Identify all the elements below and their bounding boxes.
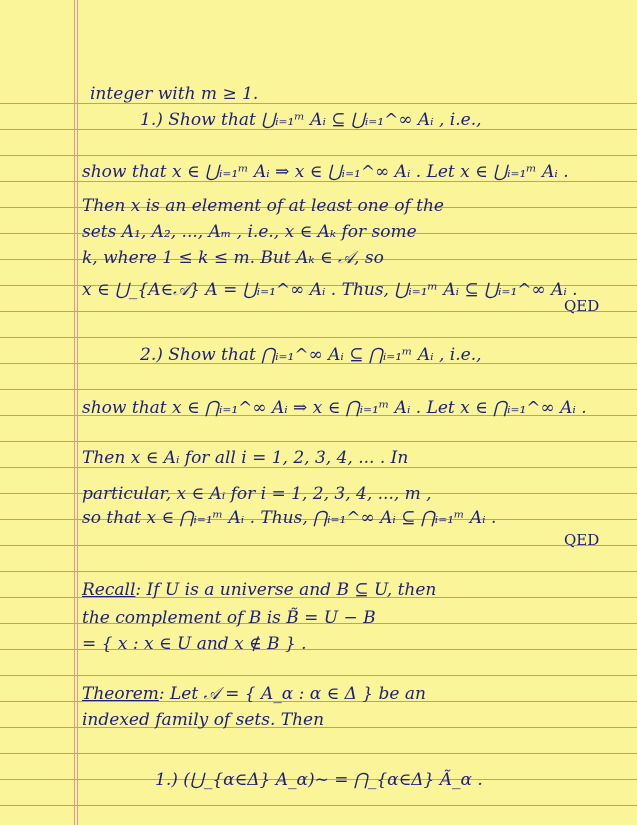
margin-line [77, 0, 78, 825]
recall-text: : If U is a universe and B ⊆ U, then [135, 580, 437, 600]
text-line: indexed family of sets. Then [82, 710, 325, 730]
theorem-heading: Theorem [82, 684, 159, 704]
theorem-line [82, 684, 426, 704]
text-line: particular, x ∈ Aᵢ for i = 1, 2, 3, 4, ..., m , [82, 484, 432, 504]
text-line: sets A₁, A₂, ..., Aₘ , i.e., x ∈ Aₖ for some [82, 222, 417, 242]
text-line: = { x : x ∈ U and x ∉ B } . [82, 634, 307, 654]
theorem-part-1: 1.) (⋃_{α∈Δ} A_α)~ = ⋂_{α∈Δ} Ã_α . [155, 770, 483, 790]
margin-line [74, 0, 75, 825]
text-line: so that x ∈ ⋂ᵢ₌₁ᵐ Aᵢ . Thus, ⋂ᵢ₌₁^∞ Aᵢ ⊆ ⋂ᵢ₌₁ᵐ Aᵢ . [82, 508, 497, 528]
page-top-margin [0, 0, 637, 78]
text-line: integer with m ≥ 1. [90, 84, 259, 104]
text-line: 1.) Show that ⋃ᵢ₌₁ᵐ Aᵢ ⊆ ⋃ᵢ₌₁^∞ Aᵢ , i.e., [140, 110, 482, 130]
recall-line [82, 580, 436, 600]
text-line: show that x ∈ ⋂ᵢ₌₁^∞ Aᵢ ⇒ x ∈ ⋂ᵢ₌₁ᵐ Aᵢ . Let x ∈ ⋂ᵢ₌₁^∞ Aᵢ . [82, 398, 587, 418]
text-line: Then x ∈ Aᵢ for all i = 1, 2, 3, 4, ... . In [82, 448, 409, 468]
qed-mark: QED [564, 297, 600, 315]
text-line: k, where 1 ≤ k ≤ m. But Aₖ ∈ 𝒜, so [82, 248, 384, 268]
recall-heading: Recall [82, 580, 136, 600]
text-line: x ∈ ⋃_{A∈𝒜} A = ⋃ᵢ₌₁^∞ Aᵢ . Thus, ⋃ᵢ₌₁ᵐ Aᵢ ⊆ ⋃ᵢ₌₁^∞ Aᵢ . [82, 280, 578, 300]
text-line: show that x ∈ ⋃ᵢ₌₁ᵐ Aᵢ ⇒ x ∈ ⋃ᵢ₌₁^∞ Aᵢ . Let x ∈ ⋃ᵢ₌₁ᵐ Aᵢ . [82, 162, 569, 182]
text-line: 2.) Show that ⋂ᵢ₌₁^∞ Aᵢ ⊆ ⋂ᵢ₌₁ᵐ Aᵢ , i.e., [140, 345, 482, 365]
theorem-text: : Let 𝒜 = { A_α : α ∈ Δ } be an [158, 684, 426, 704]
qed-mark: QED [564, 531, 600, 549]
text-line: Then x is an element of at least one of the [82, 196, 444, 216]
text-line: the complement of B is B̃ = U − B [82, 608, 376, 628]
